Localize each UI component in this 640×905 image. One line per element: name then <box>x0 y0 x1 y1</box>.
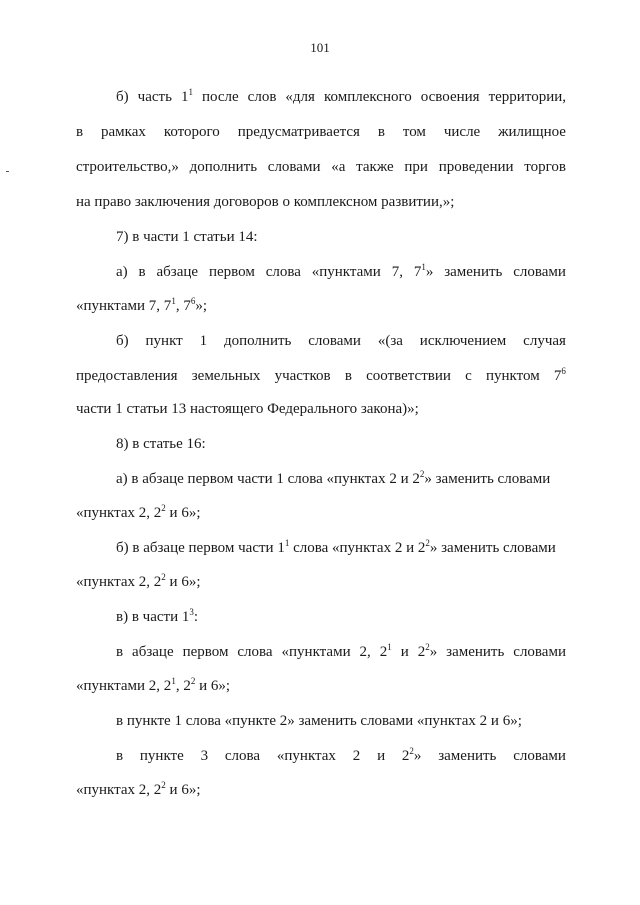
text-line: б) в абзаце первом части $1^1$ слова «пунктах 2 и $2^2$» заменить словами <box>116 538 556 556</box>
text-line: 7) в части 1 статьи 14: <box>116 229 258 245</box>
text-line: «пунктах 2, $2^2$ и 6»; <box>76 503 201 521</box>
text-line: в) в части $1^3$: <box>116 607 199 625</box>
text-line: в рамках которого предусматривается в том числе жилищное <box>76 124 566 140</box>
text-line: а) в абзаце первом слова «пунктами 7, $7^1$» заменить словами <box>116 262 566 280</box>
text-line: б) пункт 1 дополнить словами «(за исключением случая <box>116 333 566 349</box>
text-line: «пунктах 2, $2^2$ и 6»; <box>76 572 201 590</box>
text-line: 8) в статье 16: <box>116 436 206 452</box>
text-line: «пунктами 2, $2^1$, $2^2$ и 6»; <box>76 676 231 694</box>
text-line: в абзаце первом слова «пунктами 2, $2^1$ и $2^2$» заменить словами <box>116 642 566 660</box>
text-line: части 1 статьи 13 настоящего Федерального закона)»; <box>76 401 419 417</box>
text-line: в пункте 3 слова «пунктах 2 и $2^2$» заменить словами <box>116 746 566 764</box>
text-line: «пунктами 7, $7^1$, $7^6$»; <box>76 296 207 314</box>
text-line: строительство,» дополнить словами «а также при проведении торгов <box>76 159 566 175</box>
text-line: в пункте 1 слова «пункте 2» заменить словами «пунктах 2 и 6»; <box>116 713 522 729</box>
margin-mark <box>6 171 9 172</box>
text-line: предоставления земельных участков в соответствии с пунктом $7^6$ <box>76 366 566 384</box>
text-line: «пунктах 2, $2^2$ и 6»; <box>76 780 201 798</box>
text-line: б) часть $1^1$ после слов «для комплексного освоения территории, <box>116 87 566 105</box>
text-line: а) в абзаце первом части 1 слова «пунктах 2 и $2^2$» заменить словами <box>116 469 551 487</box>
page-number: 101 <box>310 40 330 55</box>
text-line: на право заключения договоров о комплексном развитии,»; <box>76 194 455 210</box>
